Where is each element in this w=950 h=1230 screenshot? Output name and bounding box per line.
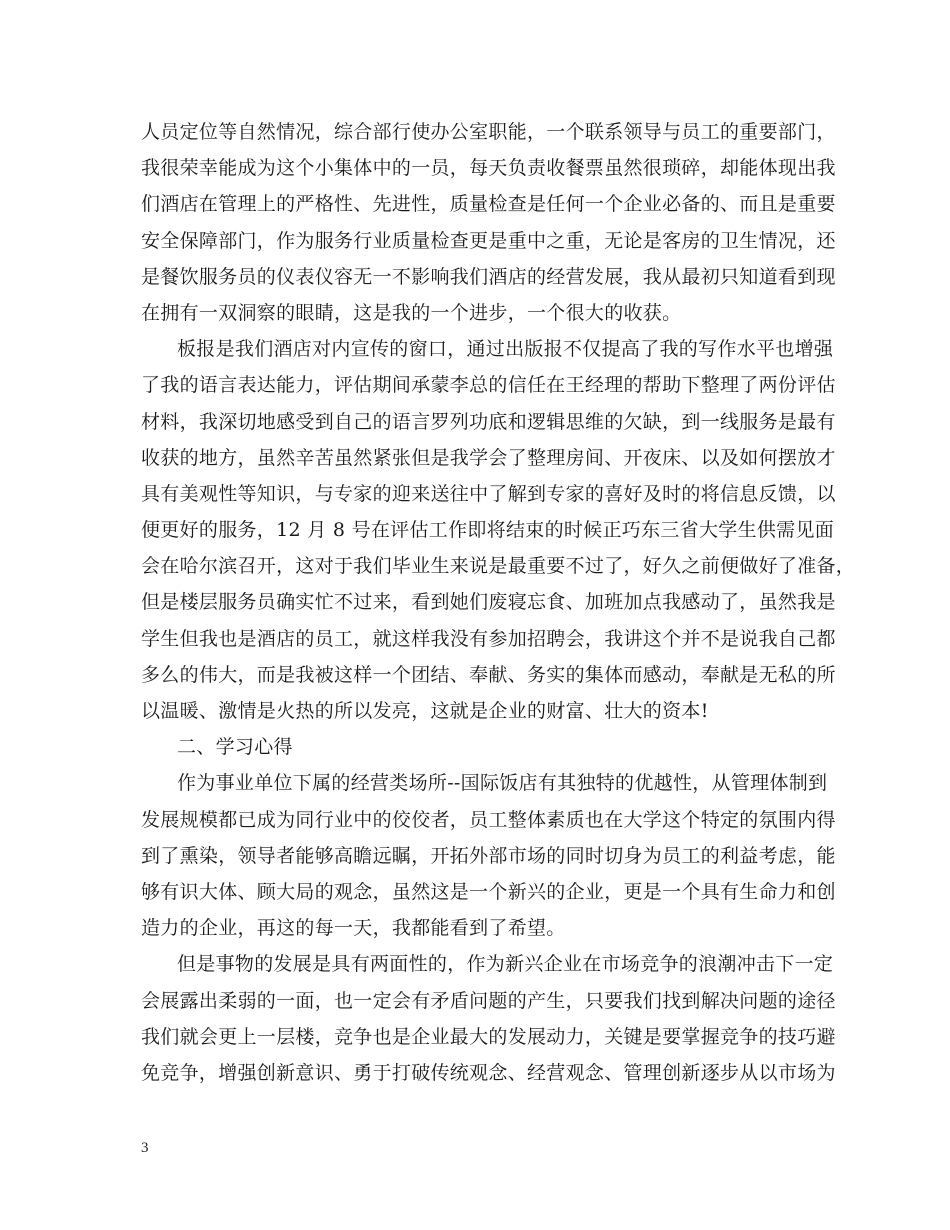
body-text	[141, 114, 856, 1091]
text-line: 免竞争，增强创新意识、勇于打破传统观念、经营观念、管理创新逐步从以市场为	[141, 1061, 836, 1084]
text-line: 会在哈尔滨召开，这对于我们毕业生来说是最重要不过了，好久之前便做好了准备，	[141, 555, 856, 578]
text-line: 到了熏染，领导者能够高瞻远瞩，开拓外部市场的同时切身为员工的利益考虑，能	[141, 844, 836, 867]
text-line: 便更好的服务，12 月 8 号在评估工作即将结束的时候正巧东三省大学生供需见面	[141, 519, 835, 542]
text-line: 我们就会更上一层楼，竞争也是企业最大的发展动力，关键是要掌握竞争的技巧避	[141, 1025, 836, 1048]
text-line: 在拥有一双洞察的眼睛，这是我的一个进步，一个很大的收获。	[141, 301, 682, 324]
text-line: 多么的伟大，而是我被这样一个团结、奉献、务实的集体而感动，奉献是无私的所	[141, 663, 836, 686]
paragraph-first-line: 作为事业单位下属的经营类场所--国际饭店有其独特的优越性，从管理体制到	[177, 772, 828, 795]
text-line: 造力的企业，再这的每一天，我都能看到了希望。	[141, 917, 566, 940]
text-line: 了我的语言表达能力，评估期间承蒙李总的信任在王经理的帮助下整理了两份评估	[141, 374, 836, 397]
paragraph-first-line: 但是事物的发展是具有两面性的，作为新兴企业在市场竞争的浪潮冲击下一定	[177, 953, 834, 976]
text-line: 具有美观性等知识，与专家的迎来送往中了解到专家的喜好及时的将信息反馈，以	[141, 482, 836, 505]
paragraph-first-line: 板报是我们酒店对内宣传的窗口，通过出版报不仅提高了我的写作水平也增强	[177, 338, 834, 361]
text-line: 我很荣幸能成为这个小集体中的一员，每天负责收餐票虽然很琐碎，却能体现出我	[141, 157, 836, 180]
text-line: 学生但我也是酒店的员工，就这样我没有参加招聘会，我讲这个并不是说我自己都	[141, 627, 836, 650]
text-line: 以温暖、激情是火热的所以发亮，这就是企业的财富、壮大的资本!	[141, 700, 709, 722]
text-line: 会展露出柔弱的一面，也一定会有矛盾问题的产生，只要我们找到解决问题的途径	[141, 989, 836, 1012]
text-line: 人员定位等自然情况，综合部行使办公室职能，一个联系领导与员工的重要部门，	[141, 121, 836, 143]
text-line: 收获的地方，虽然辛苦虽然紧张但是我学会了整理房间、开夜床、以及如何摆放才	[141, 446, 836, 469]
text-line: 是餐饮服务员的仪表仪容无一不影响我们酒店的经营发展，我从最初只知道看到现	[141, 265, 836, 288]
text-line: 发展规模都已成为同行业中的佼佼者，员工整体素质也在大学这个特定的氛围内得	[141, 808, 836, 831]
text-line: 够有识大体、顾大局的观念，虽然这是一个新兴的企业，更是一个具有生命力和创	[141, 880, 836, 903]
paragraph-first-line: 二、学习心得	[177, 736, 293, 759]
page-number: 3	[141, 1140, 149, 1156]
text-line: 材料，我深切地感受到自己的语言罗列功底和逻辑思维的欠缺，到一线服务是最有	[141, 410, 836, 433]
text-line: 但是楼层服务员确实忙不过来，看到她们废寝忘食、加班加点我感动了，虽然我是	[141, 591, 836, 614]
text-line: 安全保障部门，作为服务行业质量检查更是重中之重，无论是客房的卫生情况，还	[141, 229, 836, 252]
text-line: 们酒店在管理上的严格性、先进性，质量检查是任何一个企业必备的、而且是重要	[141, 193, 836, 216]
